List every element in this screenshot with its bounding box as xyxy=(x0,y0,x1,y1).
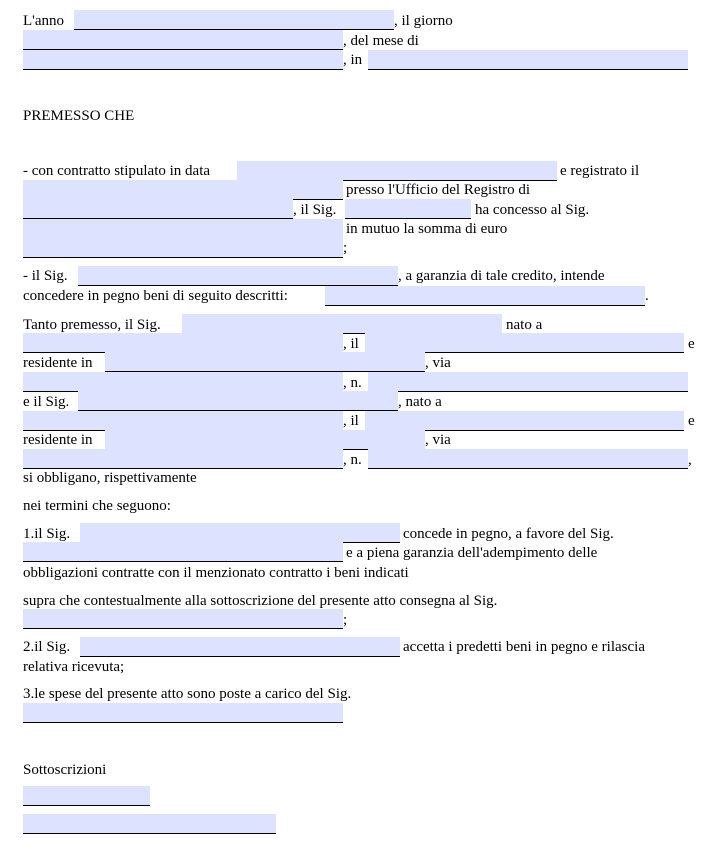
text-comma: , xyxy=(688,452,692,468)
text-clause-2-il-sig: 2.il Sig. xyxy=(23,639,71,655)
field-sig-1-luogo-nascita[interactable] xyxy=(23,333,343,353)
field-giorno[interactable] xyxy=(23,30,343,50)
creditore-input[interactable] xyxy=(345,199,471,218)
field-sig-1-residenza[interactable] xyxy=(105,352,425,372)
text-il-sig: , il Sig. xyxy=(293,202,337,218)
text-nei-termini: nei termini che seguono: xyxy=(23,498,171,514)
sig-2-numero-input[interactable] xyxy=(368,449,688,468)
text-presso-ufficio: presso l'Ufficio del Registro di xyxy=(346,182,531,198)
text-nato-a: nato a xyxy=(506,317,543,333)
text-il-sig-2: - il Sig. xyxy=(23,268,68,284)
sig-2-residenza-input[interactable] xyxy=(105,430,425,449)
anno-input[interactable] xyxy=(74,10,394,29)
text-registrato-il: e registrato il xyxy=(560,163,640,179)
text-numero-2: , n. xyxy=(343,452,362,468)
field-sig-2-nome[interactable] xyxy=(78,391,398,411)
field-sig-2-luogo-nascita[interactable] xyxy=(23,411,343,431)
text-garanzia: , a garanzia di tale credito, intende xyxy=(398,268,605,284)
heading-premesso-che: PREMESSO CHE xyxy=(23,108,135,124)
field-data-contratto[interactable] xyxy=(237,161,557,181)
sig-2-via-input[interactable] xyxy=(23,449,343,468)
text-tanto-premesso: Tanto premesso, il Sig. xyxy=(23,317,161,333)
label-il-giorno: , il giorno xyxy=(394,13,453,29)
text-period: . xyxy=(645,288,649,304)
field-clausola-1-concedente[interactable] xyxy=(80,523,400,543)
text-via-2: , via xyxy=(425,432,451,448)
text-via: , via xyxy=(425,355,451,371)
text-accetta: accetta i predetti beni in pegno e rilascia xyxy=(403,639,645,655)
field-somma-euro[interactable] xyxy=(23,238,343,258)
text-il-2: , il xyxy=(343,413,359,429)
label-in: , in xyxy=(343,52,363,68)
debitore-pegno-input[interactable] xyxy=(78,266,398,285)
text-concedere-pegno: concedere in pegno beni di seguito descritti: xyxy=(23,288,288,304)
label-lanno: L'anno xyxy=(23,13,65,29)
field-beni-pegno[interactable] xyxy=(325,286,645,306)
mese-input[interactable] xyxy=(23,50,343,69)
clausola-3-sig-input[interactable] xyxy=(23,703,343,722)
text-residente-in: residente in xyxy=(23,355,93,371)
field-sig-1-data-nascita[interactable] xyxy=(365,333,684,353)
field-firma-2[interactable] xyxy=(23,814,276,834)
field-data-registrazione[interactable] xyxy=(23,180,343,200)
sig-1-nome-input[interactable] xyxy=(182,314,502,333)
firma-1-input[interactable] xyxy=(23,786,150,805)
field-clausola-3-sig[interactable] xyxy=(23,703,343,723)
text-piena-garanzia: e a piena garanzia dell'adempimento delle xyxy=(346,545,598,561)
text-clause-1-il-sig: 1.il Sig. xyxy=(23,526,71,542)
sig-2-luogo-nascita-input[interactable] xyxy=(23,411,343,430)
text-semicolon-1: ; xyxy=(343,240,348,256)
field-sig-1-nome[interactable] xyxy=(182,314,502,334)
clausola-1-consegna-input[interactable] xyxy=(23,609,343,628)
text-in-mutuo: in mutuo la somma di euro xyxy=(346,221,508,237)
sig-1-data-nascita-input[interactable] xyxy=(365,333,684,352)
field-sig-2-via[interactable] xyxy=(23,449,343,469)
field-mese[interactable] xyxy=(23,50,343,70)
sig-1-luogo-nascita-input[interactable] xyxy=(23,333,343,352)
field-sig-2-numero[interactable] xyxy=(368,449,688,469)
text-obbligazioni: obbligazioni contratte con il menzionato contratto i beni indicati xyxy=(23,565,409,581)
field-clausola-1-beneficiario[interactable] xyxy=(23,542,343,562)
field-sig-1-via[interactable] xyxy=(23,372,343,392)
data-contratto-input[interactable] xyxy=(237,161,557,180)
field-clausola-2-sig[interactable] xyxy=(80,637,400,657)
text-residente-in-2: residente in xyxy=(23,432,93,448)
text-concede-pegno: concede in pegno, a favore del Sig. xyxy=(403,526,614,542)
text-numero: , n. xyxy=(343,375,362,391)
field-luogo[interactable] xyxy=(368,50,688,70)
text-supra: supra che contestualmente alla sottoscrizione del presente atto consegna al Sig. xyxy=(23,593,498,609)
field-firma-1[interactable] xyxy=(23,786,150,806)
sig-1-via-input[interactable] xyxy=(23,372,343,391)
sig-1-residenza-input[interactable] xyxy=(105,352,425,371)
sig-2-data-nascita-input[interactable] xyxy=(365,411,684,430)
text-e: e xyxy=(688,336,695,352)
text-e-2: e xyxy=(688,413,695,429)
data-registrazione-input[interactable] xyxy=(23,180,343,199)
firma-2-input[interactable] xyxy=(23,814,276,833)
field-sig-2-data-nascita[interactable] xyxy=(365,411,684,431)
field-sig-2-residenza[interactable] xyxy=(105,430,425,450)
field-debitore-pegno[interactable] xyxy=(78,266,398,286)
clausola-1-beneficiario-input[interactable] xyxy=(23,542,343,561)
debitore-input[interactable] xyxy=(23,219,343,238)
sig-2-nome-input[interactable] xyxy=(78,391,398,410)
sig-1-numero-input[interactable] xyxy=(368,372,688,391)
clausola-2-sig-input[interactable] xyxy=(80,637,400,656)
field-creditore[interactable] xyxy=(345,199,471,219)
clausola-1-concedente-input[interactable] xyxy=(80,523,400,542)
text-si-obbligano: si obbligano, rispettivamente xyxy=(23,470,197,486)
ufficio-registro-input[interactable] xyxy=(23,199,293,218)
text-semicolon-2: ; xyxy=(343,612,348,628)
luogo-input[interactable] xyxy=(368,50,688,69)
label-del-mese-di: , del mese di xyxy=(343,33,419,49)
field-clausola-1-consegna[interactable] xyxy=(23,609,343,629)
heading-sottoscrizioni: Sottoscrizioni xyxy=(23,762,107,778)
field-debitore[interactable] xyxy=(23,219,343,239)
text-relativa-ricevuta: relativa ricevuta; xyxy=(23,659,125,675)
text-il: , il xyxy=(343,336,359,352)
text-e-il-sig: e il Sig. xyxy=(23,394,70,410)
text-ha-concesso: ha concesso al Sig. xyxy=(475,202,590,218)
text-contratto-stipulato: - con contratto stipulato in data xyxy=(23,163,211,179)
somma-euro-input[interactable] xyxy=(23,238,343,257)
text-spese: 3.le spese del presente atto sono poste a carico del Sig. xyxy=(23,686,352,702)
text-nato-a-2: , nato a xyxy=(398,394,442,410)
field-sig-1-numero[interactable] xyxy=(368,372,688,392)
beni-pegno-input[interactable] xyxy=(325,286,645,305)
field-ufficio-registro[interactable] xyxy=(23,199,293,219)
giorno-input[interactable] xyxy=(23,30,343,49)
field-anno[interactable] xyxy=(74,10,394,30)
